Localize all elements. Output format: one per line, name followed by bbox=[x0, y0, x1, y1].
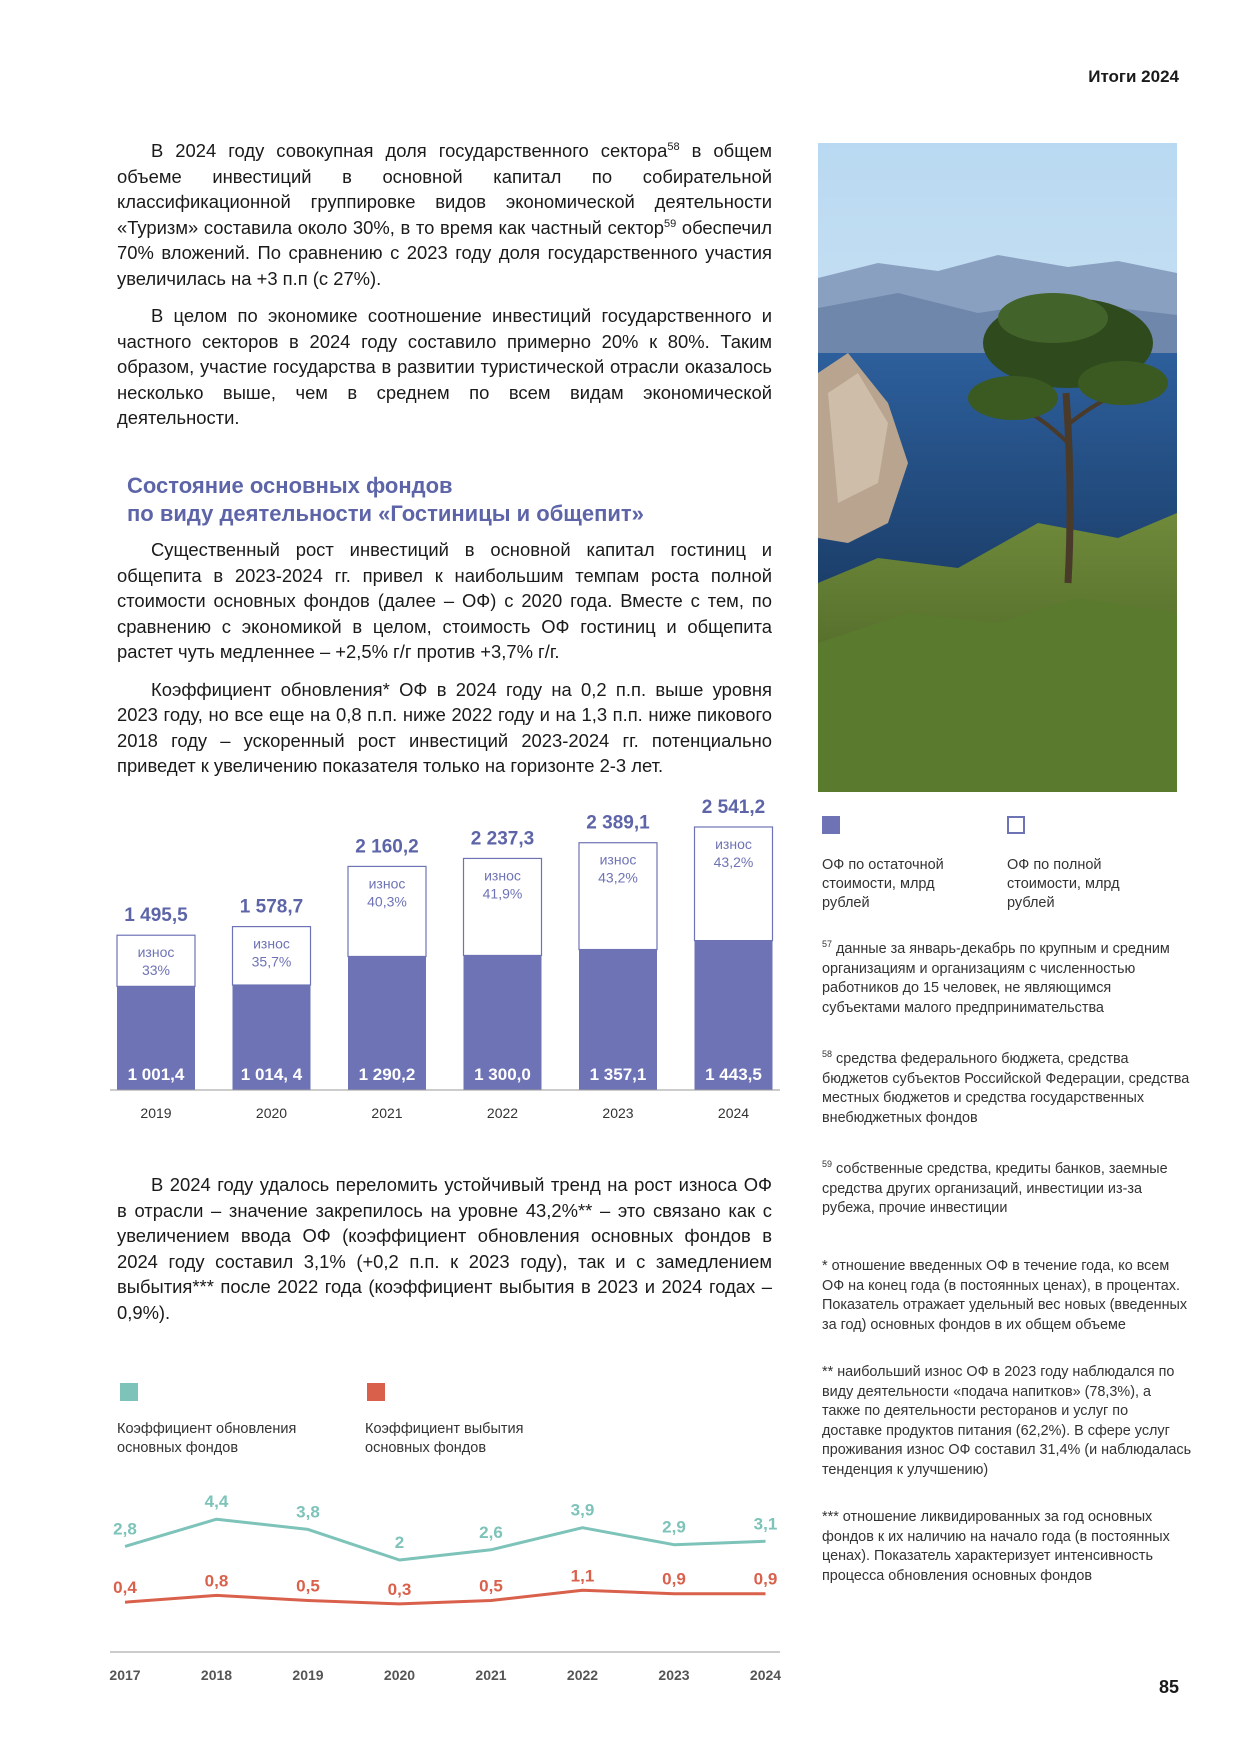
retirement-data-label: 0,5 bbox=[479, 1576, 503, 1596]
bar-x-tick-label: 2019 bbox=[140, 1105, 172, 1121]
bar-full-label: 2 389,1 bbox=[586, 812, 650, 834]
line-x-tick-label: 2017 bbox=[109, 1667, 141, 1683]
legend-label-retirement: Коэффициент выбытия основных фондов bbox=[365, 1421, 524, 1456]
line-x-tick-label: 2019 bbox=[292, 1667, 324, 1683]
bar-residual-label: 1 014, 4 bbox=[240, 1065, 303, 1084]
wear-value: 43,2% bbox=[598, 869, 638, 886]
bar-layer bbox=[110, 797, 780, 1121]
section-text-2 bbox=[117, 1172, 772, 1325]
section-paragraph-1: Существенный рост инвестиций в основной капитал гостиниц и общепита в 2023-2024 гг. привел к наибольшим темпам роста полной стоимости основных фондов (далее – ОФ) с 2020 года. Вместе с тем, по сравнению с экономикой в целом, стоимость ОФ гостиниц и общепита растет чуть медленнее – +2,5% г/г против +3,7% г/г. bbox=[117, 539, 772, 662]
bar-full-label: 1 495,5 bbox=[124, 905, 188, 927]
renewal-data-label: 3,1 bbox=[753, 1514, 778, 1534]
footnote-star-3: *** отношение ликвидированных за год основных фондов к их наличию на начало года (в постоянных ценах). Показатель характеризует интенсивность процесса обновления основных фондов bbox=[822, 1509, 1170, 1584]
footnote-star-2: ** наибольший износ ОФ в 2023 году наблюдался по виду деятельности «подача напитков» (78,3%), а также по деятельности ресторанов и услуг по доставке продуктов питания (62,2%). В сфере услуг проживания износ ОФ составил 31,4% (и наблюдалась тенденция к улучшению) bbox=[822, 1364, 1192, 1478]
wear-value: 41,9% bbox=[482, 885, 523, 902]
bar-residual-label: 1 001,4 bbox=[127, 1065, 185, 1084]
bar-full-label: 2 237,3 bbox=[470, 828, 535, 850]
section-heading-line-1: Состояние основных фондов bbox=[127, 473, 453, 498]
renewal-retirement-line-chart bbox=[100, 1490, 790, 1690]
fixed-assets-bar-chart bbox=[100, 796, 790, 1135]
renewal-data-label: 2,9 bbox=[662, 1517, 686, 1537]
renewal-data-label: 2 bbox=[394, 1533, 405, 1552]
retirement-data-label: 0,9 bbox=[753, 1569, 778, 1589]
line-layer bbox=[109, 1492, 781, 1683]
page-number: 85 bbox=[1158, 1677, 1179, 1697]
bar-x-tick-label: 2020 bbox=[255, 1105, 288, 1121]
retirement-series-line bbox=[125, 1590, 766, 1604]
section-paragraph-3: В 2024 году удалось переломить устойчивый тренд на рост износа ОФ в отрасли – значение закрепилось на уровне 43,2%** – это связано как с увеличением ввода ОФ (коэффициент обновления основных фондов в 2024 году составил 3,1% (+0,2 п.п. к 2023 году), так и с замедлением выбытия*** после 2022 года (коэффициент выбытия в 2023 и 2024 годах – 0,9%). bbox=[117, 1174, 772, 1323]
legend-label-full: ОФ по полной стоимости, млрд рублей bbox=[1007, 857, 1120, 911]
wear-label: износ bbox=[368, 875, 406, 892]
wear-value: 43,2% bbox=[713, 853, 754, 870]
legend-label-renewal: Коэффициент обновления основных фондов bbox=[117, 1421, 297, 1456]
landscape-illustration bbox=[818, 143, 1177, 792]
bar-full-label: 2 541,2 bbox=[701, 796, 766, 818]
footnote-number: 57 bbox=[822, 939, 833, 950]
footnote-59 bbox=[822, 1160, 1192, 1219]
section-text bbox=[117, 537, 772, 779]
legend-swatch-renewal bbox=[120, 1383, 138, 1401]
bar-full-label: 1 578,7 bbox=[239, 896, 304, 918]
retirement-data-label: 1,1 bbox=[570, 1566, 595, 1586]
renewal-data-label: 3,9 bbox=[570, 1500, 595, 1520]
footnote-text: данные за январь-декабрь по крупным и средним организациям и организациям с численностью работников до 15 человек, не являющимся субъектами малого предпринимательства bbox=[822, 941, 1170, 1016]
bar-full-label: 2 160,2 bbox=[355, 836, 419, 858]
footnote-number: 58 bbox=[822, 1049, 833, 1060]
report-title: Итоги 2024 bbox=[1088, 67, 1179, 86]
bar-x-tick-label: 2024 bbox=[717, 1105, 750, 1121]
bar-x-tick-label: 2022 bbox=[486, 1105, 519, 1121]
footnote-58 bbox=[822, 1050, 1192, 1128]
line-x-tick-label: 2021 bbox=[475, 1667, 507, 1683]
footnote-text: собственные средства, кредиты банков, заемные средства других организаций, инвестиции из-за рубежа, прочие инвестиции bbox=[822, 1161, 1168, 1216]
lake-landscape-photo bbox=[818, 143, 1177, 792]
retirement-data-label: 0,3 bbox=[387, 1579, 412, 1599]
bar-full-value bbox=[117, 935, 195, 986]
section-heading-line-2: по виду деятельности «Гостиницы и общепит» bbox=[127, 501, 644, 526]
retirement-data-label: 0,5 bbox=[296, 1576, 320, 1596]
footnote-ref-58: 58 bbox=[667, 140, 680, 153]
wear-label: износ bbox=[253, 935, 290, 952]
bar-residual-label: 1 357,1 bbox=[589, 1065, 647, 1084]
bar-residual-label: 1 300,0 bbox=[474, 1065, 531, 1084]
footnote-text: средства федерального бюджета, средства бюджетов субъектов Российской Федерации, средства местных бюджетов и средства государственных внебюджетных фондов bbox=[822, 1051, 1190, 1126]
intro-text bbox=[117, 138, 772, 431]
retirement-data-label: 0,4 bbox=[113, 1578, 137, 1598]
retirement-data-label: 0,9 bbox=[662, 1569, 686, 1589]
wear-value: 40,3% bbox=[367, 893, 407, 910]
section-heading bbox=[127, 472, 644, 528]
renewal-data-label: 4,4 bbox=[204, 1492, 229, 1512]
renewal-data-label: 2,6 bbox=[479, 1522, 503, 1542]
wear-label: износ bbox=[484, 867, 521, 884]
line-x-tick-label: 2023 bbox=[658, 1667, 690, 1683]
line-x-tick-label: 2022 bbox=[566, 1667, 599, 1683]
legend-swatch-residual bbox=[822, 816, 840, 834]
wear-value: 33% bbox=[141, 962, 171, 979]
footnote-number: 59 bbox=[822, 1159, 833, 1170]
legend-label-residual: ОФ по остаточной стоимости, млрд рублей bbox=[822, 857, 944, 911]
wear-label: износ bbox=[715, 835, 752, 852]
legend-swatch-retirement bbox=[367, 1383, 385, 1401]
section-paragraph-2: Коэффициент обновления* ОФ в 2024 году на 0,2 п.п. выше уровня 2023 году, но все еще на 0,8 п.п. ниже 2022 году и на 1,3 п.п. ниже пикового 2018 году – ускоренный рост инвестиций 2023-2024 гг. потенциально приведет к увеличению показателя только на горизонте 2-3 лет. bbox=[117, 678, 772, 776]
footnote-star-1: * отношение введенных ОФ в течение года, ко всем ОФ на конец года (в постоянных ценах), в процентах. Показатель отражает удельный вес новых (введенных за год) основных фондов в их общем объеме bbox=[822, 1258, 1188, 1333]
bar-x-tick-label: 2023 bbox=[602, 1105, 634, 1121]
bar-residual-label: 1 443,5 bbox=[705, 1065, 762, 1084]
line-x-tick-label: 2020 bbox=[383, 1667, 416, 1683]
intro-paragraph-2: В целом по экономике соотношение инвестиций государственного и частного секторов в 2024 году составило примерно 20% к 80%. Таким образом, участие государства в развитии туристической отрасли оказалось несколько выше, чем в среднем по всем видам экономической деятельности. bbox=[117, 305, 772, 428]
wear-label: износ bbox=[599, 851, 637, 868]
bar-x-tick-label: 2021 bbox=[371, 1105, 403, 1121]
renewal-data-label: 3,8 bbox=[296, 1502, 320, 1522]
bar-residual-label: 1 290,2 bbox=[358, 1065, 416, 1084]
footnote-57 bbox=[822, 940, 1192, 1018]
retirement-data-label: 0,8 bbox=[204, 1571, 229, 1591]
line-x-tick-label: 2018 bbox=[200, 1667, 233, 1683]
wear-label: износ bbox=[137, 944, 175, 961]
line-x-tick-label: 2024 bbox=[749, 1667, 782, 1683]
renewal-data-label: 2,8 bbox=[113, 1519, 137, 1539]
legend-swatch-full bbox=[1007, 816, 1025, 834]
footnote-ref-59: 59 bbox=[663, 217, 677, 230]
wear-value: 35,7% bbox=[251, 953, 292, 970]
intro-paragraph-1: В 2024 году совокупная доля государственного сектора$^{58}$ в общем объеме инвестиций в основной капитал по собирательной классификационной группировке видов экономической деятельности «Туризм» составила около 30%, в то время как частный сектор$^{59}$ обеспечил 70% вложений. По сравнению с 2023 году доля государственного участия увеличилась на +3 п.п (с 27%). bbox=[117, 140, 772, 289]
